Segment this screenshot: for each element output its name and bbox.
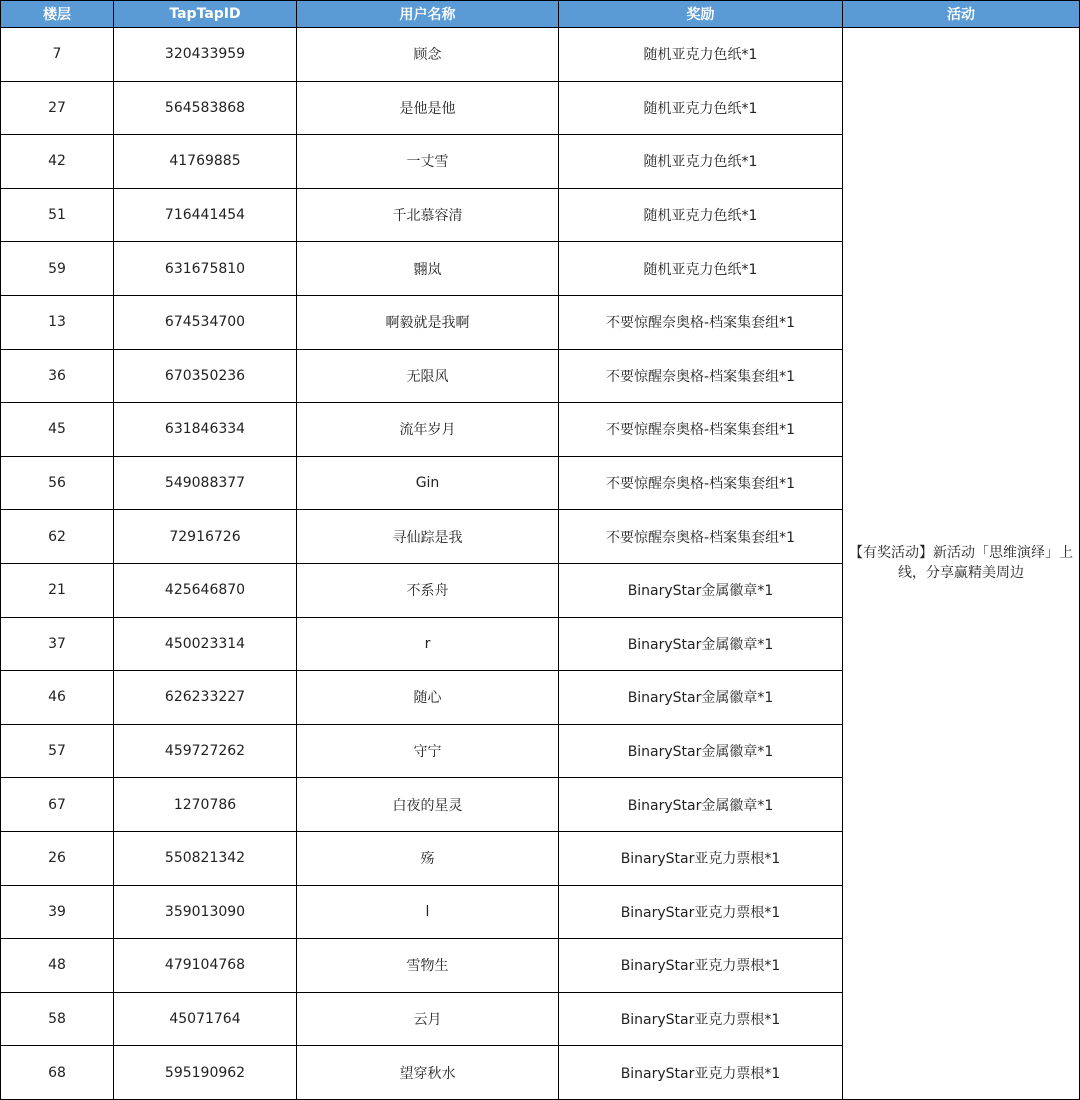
header-username: 用户名称 xyxy=(297,1,559,28)
cell-username: Gin xyxy=(297,456,559,510)
cell-taptap-id: 595190962 xyxy=(114,1046,297,1100)
table-row xyxy=(1,28,1080,82)
cell-username: 千北慕容清 xyxy=(297,188,559,242)
cell-floor: 7 xyxy=(1,28,114,82)
cell-floor: 42 xyxy=(1,135,114,189)
cell-floor: 37 xyxy=(1,617,114,671)
cell-reward: 不要惊醒奈奥格-档案集套组*1 xyxy=(559,510,843,564)
cell-username: 云月 xyxy=(297,992,559,1046)
cell-floor: 48 xyxy=(1,939,114,993)
cell-floor: 56 xyxy=(1,456,114,510)
cell-reward: 随机亚克力色纸*1 xyxy=(559,81,843,135)
cell-taptap-id: 631675810 xyxy=(114,242,297,296)
cell-username: 翾岚 xyxy=(297,242,559,296)
cell-username: 望穿秋水 xyxy=(297,1046,559,1100)
cell-username: 流年岁月 xyxy=(297,403,559,457)
cell-reward: 不要惊醒奈奥格-档案集套组*1 xyxy=(559,349,843,403)
cell-reward: BinaryStar亚克力票根*1 xyxy=(559,939,843,993)
cell-taptap-id: 631846334 xyxy=(114,403,297,457)
cell-username: 是他是他 xyxy=(297,81,559,135)
cell-floor: 46 xyxy=(1,671,114,725)
cell-floor: 27 xyxy=(1,81,114,135)
cell-taptap-id: 359013090 xyxy=(114,885,297,939)
header-reward: 奖励 xyxy=(559,1,843,28)
cell-reward: 随机亚克力色纸*1 xyxy=(559,242,843,296)
cell-floor: 62 xyxy=(1,510,114,564)
cell-username: 白夜的星灵 xyxy=(297,778,559,832)
cell-reward: 不要惊醒奈奥格-档案集套组*1 xyxy=(559,295,843,349)
cell-taptap-id: 626233227 xyxy=(114,671,297,725)
cell-taptap-id: 41769885 xyxy=(114,135,297,189)
cell-floor: 57 xyxy=(1,724,114,778)
cell-taptap-id: 320433959 xyxy=(114,28,297,82)
cell-taptap-id: 450023314 xyxy=(114,617,297,671)
cell-taptap-id: 670350236 xyxy=(114,349,297,403)
cell-floor: 58 xyxy=(1,992,114,1046)
cell-taptap-id: 425646870 xyxy=(114,563,297,617)
cell-reward: BinaryStar金属徽章*1 xyxy=(559,778,843,832)
header-taptap-id: TapTapID xyxy=(114,1,297,28)
cell-username: 啊毅就是我啊 xyxy=(297,295,559,349)
cell-reward: BinaryStar金属徽章*1 xyxy=(559,617,843,671)
cell-reward: 随机亚克力色纸*1 xyxy=(559,28,843,82)
cell-reward: 随机亚克力色纸*1 xyxy=(559,188,843,242)
cell-reward: BinaryStar亚克力票根*1 xyxy=(559,992,843,1046)
cell-floor: 26 xyxy=(1,831,114,885)
cell-floor: 39 xyxy=(1,885,114,939)
cell-username: l xyxy=(297,885,559,939)
cell-taptap-id: 1270786 xyxy=(114,778,297,832)
cell-taptap-id: 674534700 xyxy=(114,295,297,349)
cell-floor: 51 xyxy=(1,188,114,242)
cell-reward: BinaryStar亚克力票根*1 xyxy=(559,1046,843,1100)
cell-taptap-id: 459727262 xyxy=(114,724,297,778)
cell-taptap-id: 716441454 xyxy=(114,188,297,242)
table-body xyxy=(1,28,1080,1100)
cell-floor: 13 xyxy=(1,295,114,349)
cell-taptap-id: 45071764 xyxy=(114,992,297,1046)
cell-reward: BinaryStar亚克力票根*1 xyxy=(559,831,843,885)
cell-taptap-id: 72916726 xyxy=(114,510,297,564)
cell-floor: 68 xyxy=(1,1046,114,1100)
cell-floor: 59 xyxy=(1,242,114,296)
cell-floor: 45 xyxy=(1,403,114,457)
cell-reward: 不要惊醒奈奥格-档案集套组*1 xyxy=(559,456,843,510)
cell-reward: BinaryStar金属徽章*1 xyxy=(559,724,843,778)
cell-taptap-id: 549088377 xyxy=(114,456,297,510)
cell-floor: 21 xyxy=(1,563,114,617)
cell-floor: 36 xyxy=(1,349,114,403)
cell-reward: BinaryStar金属徽章*1 xyxy=(559,671,843,725)
cell-reward: BinaryStar亚克力票根*1 xyxy=(559,885,843,939)
cell-reward: 不要惊醒奈奥格-档案集套组*1 xyxy=(559,403,843,457)
cell-username: 守宁 xyxy=(297,724,559,778)
header-floor: 楼层 xyxy=(1,1,114,28)
cell-username: 不系舟 xyxy=(297,563,559,617)
cell-username: 无限风 xyxy=(297,349,559,403)
cell-reward: 随机亚克力色纸*1 xyxy=(559,135,843,189)
cell-username: 殇 xyxy=(297,831,559,885)
header-row xyxy=(1,1,1080,28)
cell-username: 寻仙踪是我 xyxy=(297,510,559,564)
cell-floor: 67 xyxy=(1,778,114,832)
cell-username: r xyxy=(297,617,559,671)
cell-taptap-id: 564583868 xyxy=(114,81,297,135)
cell-username: 随心 xyxy=(297,671,559,725)
cell-username: 顾念 xyxy=(297,28,559,82)
cell-username: 雪物生 xyxy=(297,939,559,993)
header-activity: 活动 xyxy=(843,1,1080,28)
cell-username: 一丈雪 xyxy=(297,135,559,189)
cell-activity: 【有奖活动】新活动「思维演绎」上线，分享赢精美周边 xyxy=(843,28,1080,1100)
cell-taptap-id: 550821342 xyxy=(114,831,297,885)
cell-reward: BinaryStar金属徽章*1 xyxy=(559,563,843,617)
cell-taptap-id: 479104768 xyxy=(114,939,297,993)
